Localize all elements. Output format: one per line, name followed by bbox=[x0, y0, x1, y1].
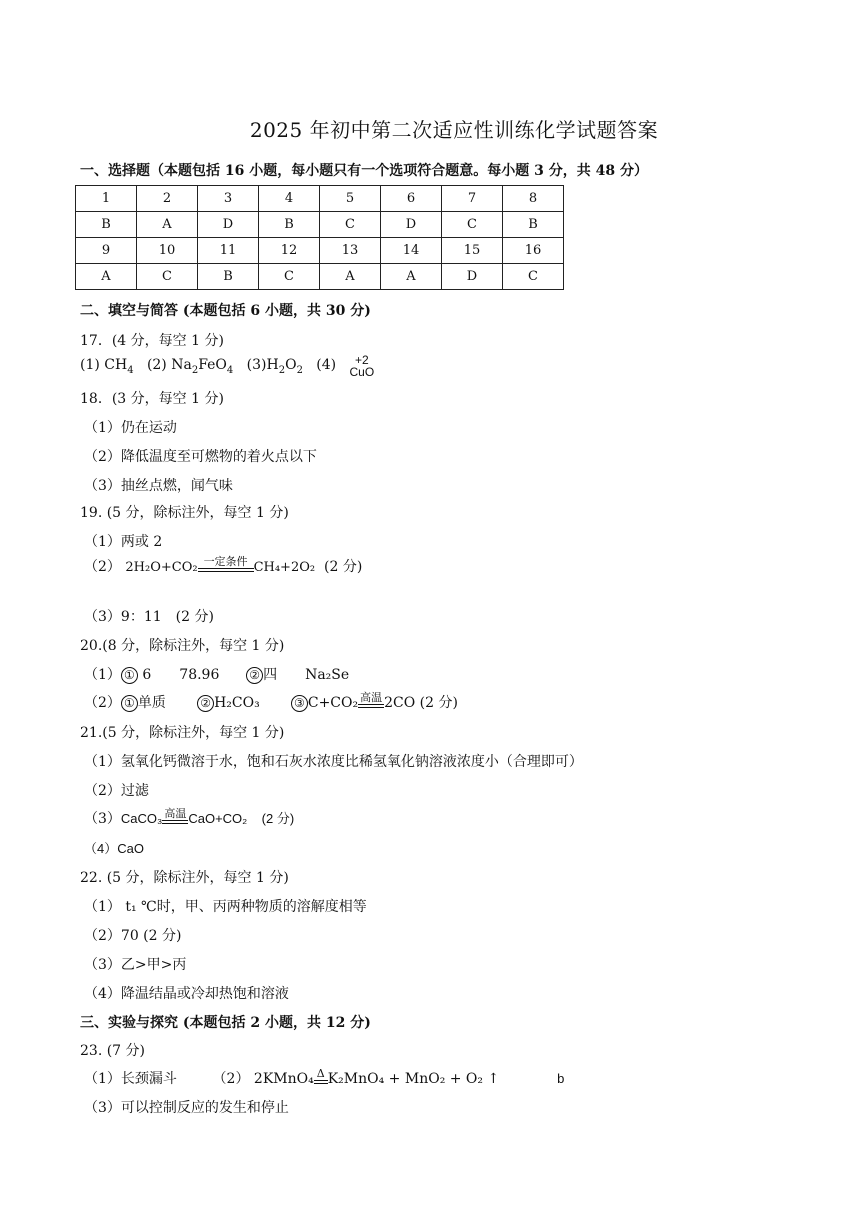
answer-cell: A bbox=[76, 264, 137, 290]
q23-a1-a2 bbox=[84, 1068, 564, 1088]
answer-cell: C bbox=[320, 212, 381, 238]
question-number-cell: 13 bbox=[320, 238, 381, 264]
reaction-condition: 高温 bbox=[358, 692, 384, 708]
answer-row bbox=[76, 264, 564, 290]
question-number-cell: 5 bbox=[320, 186, 381, 212]
q19-a3: （3）9：11 (2 分) bbox=[84, 609, 214, 625]
q19-a1: （1）两或 2 bbox=[84, 534, 163, 550]
q20-heading: 20.(8 分，除标注外，每空 1 分) bbox=[80, 638, 285, 654]
question-number-cell: 11 bbox=[198, 238, 259, 264]
section-3-heading: 三、实验与探究 (本题包括 2 小题，共 12 分) bbox=[80, 1015, 371, 1031]
answer-cell: D bbox=[381, 212, 442, 238]
q20-a2: （2） ① 单质 ② H₂CO₃ ③ C+CO₂ 高温 2CO (2 分) bbox=[84, 691, 458, 711]
q21-a3: （3）CaCO₃ 高温 CaO+CO₂ (2 分) bbox=[84, 808, 295, 827]
answer-cell: B bbox=[259, 212, 320, 238]
circled-number-3: ③ bbox=[291, 695, 308, 712]
q21-a2: （2）过滤 bbox=[84, 783, 149, 799]
question-number-cell: 7 bbox=[442, 186, 503, 212]
question-number-cell: 8 bbox=[503, 186, 564, 212]
page-title: 2025 年初中第二次适应性训练化学试题答案 bbox=[249, 118, 659, 142]
q22-a1: （1） t₁ ℃时，甲、丙两种物质的溶解度相等 bbox=[84, 899, 367, 915]
question-number-row bbox=[76, 186, 564, 212]
q23-heading: 23. (7 分) bbox=[80, 1043, 145, 1059]
circled-number-2: ② bbox=[246, 667, 263, 684]
question-number-cell: 10 bbox=[137, 238, 198, 264]
question-number-cell: 15 bbox=[442, 238, 503, 264]
answer-cell: A bbox=[320, 264, 381, 290]
q18-a3: （3）抽丝点燃，闻气味 bbox=[84, 478, 233, 494]
answer-cell: C bbox=[503, 264, 564, 290]
q22-heading: 22. (5 分，除标注外，每空 1 分) bbox=[80, 870, 289, 886]
q22-a2: （2）70 (2 分) bbox=[84, 928, 182, 944]
section-2-heading: 二、填空与简答 (本题包括 6 小题，共 30 分) bbox=[80, 303, 371, 319]
q18-heading: 18．(3 分，每空 1 分) bbox=[80, 391, 224, 407]
answer-cell: C bbox=[259, 264, 320, 290]
q17-a3: $(3)H_2O_2$ bbox=[246, 357, 303, 376]
q19-heading: 19. (5 分，除标注外，每空 1 分) bbox=[80, 505, 289, 521]
q23-a2-extra: b bbox=[557, 1071, 565, 1086]
question-number-cell: 1 bbox=[76, 186, 137, 212]
circled-number-1: ① bbox=[121, 695, 138, 712]
answer-cell: B bbox=[76, 212, 137, 238]
answer-cell: C bbox=[137, 264, 198, 290]
q21-a4: （4）CaO bbox=[84, 841, 144, 856]
q23-a2-label: （2） bbox=[212, 1071, 250, 1087]
answer-row bbox=[76, 212, 564, 238]
circled-number-2: ② bbox=[197, 695, 214, 712]
question-number-cell: 4 bbox=[259, 186, 320, 212]
question-number-cell: 2 bbox=[137, 186, 198, 212]
q22-a3: （3）乙>甲>丙 bbox=[84, 957, 187, 973]
circled-number-1: ① bbox=[121, 667, 138, 684]
answer-cell: B bbox=[198, 264, 259, 290]
q19-a2: （2） 2H₂O+CO₂ 一定条件 CH₄+2O₂ (2 分) bbox=[84, 555, 363, 575]
answer-cell: D bbox=[198, 212, 259, 238]
question-number-cell: 12 bbox=[259, 238, 320, 264]
q22-a4: （4）降温结晶或冷却热饱和溶液 bbox=[84, 986, 289, 1002]
q23-a3: （3）可以控制反应的发生和停止 bbox=[84, 1100, 289, 1116]
question-number-cell: 3 bbox=[198, 186, 259, 212]
q23-a2-equation: 2KMnO₄ Δ K₂MnO₄ + MnO₂ + O₂ ↑ bbox=[253, 1067, 500, 1087]
answer-cell: A bbox=[137, 212, 198, 238]
q20-a1: （1） ① 6 78.96 ② 四 Na₂Se bbox=[84, 667, 350, 683]
q18-a1: （1）仍在运动 bbox=[84, 420, 177, 436]
section-1-heading: 一、选择题（本题包括 16 小题，每小题只有一个选项符合题意。每小题 3 分，共 48 分） bbox=[80, 163, 648, 179]
q17-heading: 17．(4 分，每空 1 分) bbox=[80, 333, 224, 349]
q17-a4: (4) bbox=[316, 357, 337, 374]
answer-cell: C bbox=[442, 212, 503, 238]
answer-cell: D bbox=[442, 264, 503, 290]
question-number-row bbox=[76, 238, 564, 264]
q18-a2: （2）降低温度至可燃物的着火点以下 bbox=[84, 449, 317, 465]
answer-cell: B bbox=[503, 212, 564, 238]
q21-heading: 21.(5 分，除标注外，每空 1 分) bbox=[80, 725, 285, 741]
question-number-cell: 6 bbox=[381, 186, 442, 212]
question-number-cell: 9 bbox=[76, 238, 137, 264]
q17-answers bbox=[80, 352, 375, 379]
q23-a1: （1）长颈漏斗 bbox=[84, 1071, 177, 1087]
question-number-cell: 14 bbox=[381, 238, 442, 264]
q17-a1: (1) $CH_4$ bbox=[80, 357, 134, 376]
answer-cell: A bbox=[381, 264, 442, 290]
choice-answer-table bbox=[75, 185, 564, 290]
question-number-cell: 16 bbox=[503, 238, 564, 264]
q17-a2: (2) $Na_2FeO_4$ bbox=[146, 357, 234, 376]
q17-a4-formula: +2 CuO bbox=[349, 353, 375, 379]
q21-a1: （1）氢氧化钙微溶于水，饱和石灰水浓度比稀氢氧化钠溶液浓度小（合理即可） bbox=[84, 754, 583, 770]
reaction-condition: 一定条件 bbox=[198, 556, 254, 572]
reaction-condition: 高温 bbox=[162, 808, 188, 824]
